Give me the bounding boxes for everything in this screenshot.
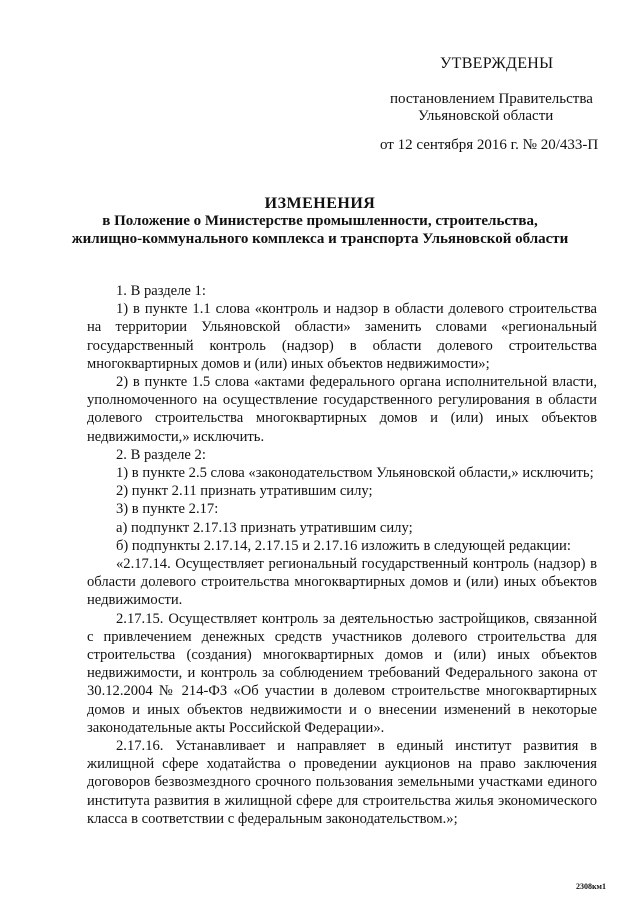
subpoint-2-17-16: 2.17.16. Устанавливает и направляет в единый институт развития в жилищной сфере ходатайства о проведении аукционов на право заключения договоров безвозмездного срочного пользования земельными участками единого института развития в жилищной сфере для строительства жилья экономического класса в соответствии с федеральным законодательством.»; [87,738,597,827]
document-subtitle-line1: в Положение о Министерстве промышленности, строительства, [102,213,538,229]
paragraph-1-1: 1) в пункте 1.1 слова «контроль и надзор в области долевого строительства на территории Ульяновской области» заменить словами «региональный государственный контроль (надзор) в области долевого строительства многоквартирных домов и (или) иных объектов недвижимости»; [87,301,597,372]
document-title: ИЗМЕНЕНИЯ [264,195,376,212]
approval-title: УТВЕРЖДЕНЫ [440,55,554,72]
subpoint-2-17-15: 2.17.15. Осуществляет контроль за деятельностью застройщиков, связанной с привлечением денежных средств участников долевого строительства для строительства (создания) многоквартирных домов и (или) иных объектов недвижимости, и контроль за соблюдением требований Федерального закона от 30.12.2004 № 214-ФЗ «Об участии в долевом строительстве многоквартирных домов и иных объектов недвижимости и о внесении изменений в некоторые законодательные акты Российской Федерации». [87,610,597,736]
approval-date-number-line: от 12 сентября 2016 г. № 20/433-П [380,137,599,153]
footer-document-code: 2308км1 [575,882,606,891]
subpoint-2-17-14: «2.17.14. Осуществляет региональный государственный контроль (надзор) в области долевого строительства многоквартирных домов и (или) иных объектов недвижимости. [87,556,597,609]
paragraph-2-1: 1) в пункте 2.5 слова «законодательством Ульяновской области,» исключить; [116,465,594,482]
section-2-heading: 2. В разделе 2: [116,446,206,463]
approval-decree-line: постановлением Правительства [390,91,593,107]
section-1-heading: 1. В разделе 1: [116,283,206,299]
paragraph-2-3-a: а) подпункт 2.17.13 признать утратившим силу; [116,519,413,536]
document-subtitle-line2: жилищно-коммунального комплекса и транспорта Ульяновской области [71,231,569,247]
approval-region-line: Ульяновской области [418,108,554,124]
paragraph-2-2: 2) пункт 2.11 признать утратившим силу; [116,483,373,500]
paragraph-2-3-b: б) подпункты 2.17.14, 2.17.15 и 2.17.16 изложить в следующей редакции: [116,537,571,554]
paragraph-2-3: 3) в пункте 2.17: [116,501,219,518]
document-body [87,282,597,828]
paragraph-1-2: 2) в пункте 1.5 слова «актами федерального органа исполнительной власти, уполномоченного на осуществление государственного регулирования в области долевого строительства многоквартирных домов и (или) иных объектов недвижимости,» исключить. [87,374,597,445]
